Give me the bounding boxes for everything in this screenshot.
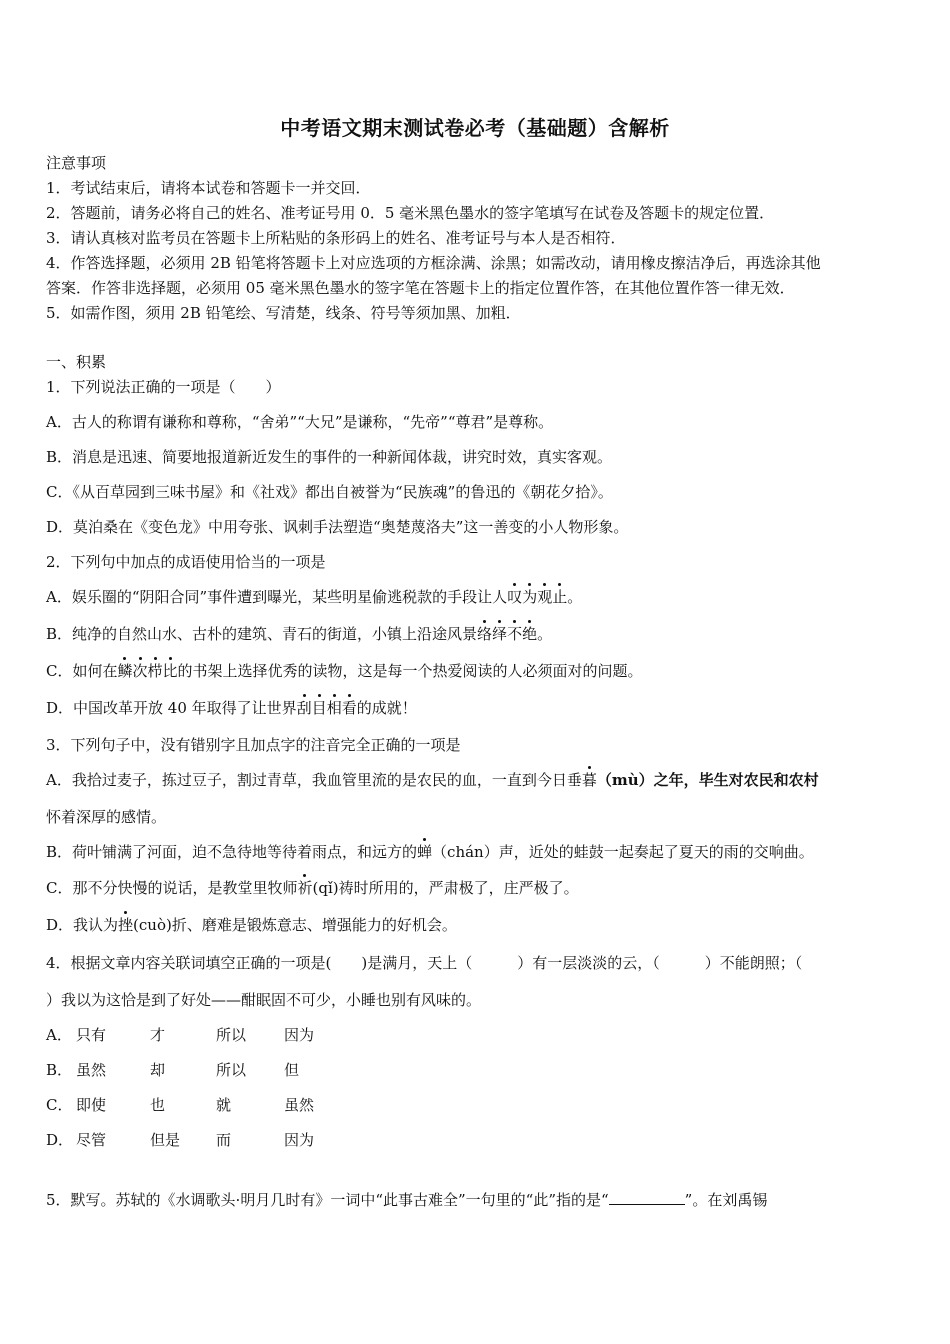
notice-item: 5．如需作图，须用 2B 铅笔绘、写清楚，线条、符号等须加黑、加粗． — [46, 304, 521, 322]
question-2-stem: 2．下列句中加点的成语使用恰当的一项是 — [46, 553, 326, 571]
question-1-option-d: D．莫泊桑在《变色龙》中用夸张、讽刺手法塑造“奥楚蔑洛夫”这一善变的小人物形象。 — [46, 518, 629, 536]
dotted-char: 比 — [162, 662, 178, 680]
question-text: ”。在刘禹锡 — [684, 1191, 768, 1209]
dotted-char: 不 — [507, 625, 523, 643]
option-text: B．纯净的自然山水、古朴的建筑、青石的街道，小镇上沿途风景 — [46, 625, 478, 643]
option-word: 虽然 — [284, 1096, 315, 1114]
dotted-char: 刮 — [296, 699, 312, 717]
option-text: D．我认为 — [46, 916, 119, 934]
question-1-option-c: C．《从百草园到三味书屋》和《社戏》都出自被誉为“民族魂”的鲁迅的《朝花夕拾》。 — [46, 483, 613, 501]
option-text: A．我拾过麦子，拣过豆子，割过青草，我血管里流的是农民的血，一直到今日垂 — [46, 771, 582, 789]
notice-item: 4．作答选择题，必须用 2B 铅笔将答题卡上对应选项的方框涂满、涂黑；如需改动，请用橡皮擦洁净后，再选涂其他 — [46, 254, 821, 272]
question-5 — [46, 1190, 916, 1210]
question-2-option-a — [46, 587, 916, 607]
question-3-option-a-cont: 怀着深厚的感情。 — [46, 808, 167, 826]
option-text: 的书架上选择优秀的读物，这是每一个热爱阅读的人必须面对的问题。 — [177, 662, 643, 680]
option-word: 虽然 — [76, 1061, 107, 1079]
option-word: 即使 — [76, 1096, 107, 1114]
question-4-stem-cont: ）我以为这恰是到了好处——酣眠固不可少，小睡也别有风味的。 — [46, 991, 482, 1009]
question-1-stem: 1．下列说法正确的一项是（ ） — [46, 378, 281, 396]
option-word: 而 — [216, 1131, 232, 1149]
question-2-option-d — [46, 698, 916, 718]
option-letter: B． — [46, 1061, 73, 1079]
notice-item: 2．答题前，请务必将自己的姓名、准考证号用 0．5 毫米黑色墨水的签字笔填写在试卷及答题卡的规定位置． — [46, 204, 775, 222]
option-word: 因为 — [284, 1131, 315, 1149]
option-text: （chán）声，近处的蛙鼓一起奏起了夏天的雨的交响曲。 — [432, 843, 814, 861]
question-2-option-c — [46, 661, 916, 681]
option-text: C．那不分快慢的说话，是教堂里牧师 — [46, 879, 298, 897]
option-word: 只有 — [76, 1026, 107, 1044]
dotted-char: 栉 — [147, 662, 163, 680]
dotted-char: 次 — [132, 662, 148, 680]
question-3-stem: 3．下列句子中，没有错别字且加点字的注音完全正确的一项是 — [46, 736, 461, 754]
option-word: 但 — [284, 1061, 300, 1079]
option-text: 。 — [537, 625, 553, 643]
option-word: 因为 — [284, 1026, 315, 1044]
notice-item: 1．考试结束后，请将本试卷和答题卡一并交回． — [46, 179, 371, 197]
option-text: 的成就！ — [356, 699, 417, 717]
dotted-char: 叹 — [507, 588, 523, 606]
question-4-stem: 4．根据文章内容关联词填空正确的一项是( )是满月，天上（ ）有一层淡淡的云，（ ）不能朗照；（ — [46, 954, 803, 972]
dotted-char: 络 — [477, 625, 493, 643]
notice-heading: 注意事项 — [46, 154, 107, 172]
option-letter: A． — [46, 1026, 72, 1044]
option-word: 所以 — [216, 1061, 247, 1079]
option-word: 就 — [216, 1096, 232, 1114]
question-3-option-b — [46, 842, 916, 862]
option-text: (qǐ)祷时所用的，严肃极了，庄严极了。 — [312, 879, 579, 897]
answer-blank[interactable] — [609, 1190, 685, 1205]
dotted-char: 祈 — [297, 879, 313, 897]
question-text: 5．默写。苏轼的《水调歌头·明月几时有》一词中“此事古难全”一句里的“此”指的是“ — [46, 1191, 609, 1209]
dotted-char: 目 — [311, 699, 327, 717]
page-title: 中考语文期末测试卷必考（基础题）含解析 — [280, 116, 670, 140]
question-3-option-d — [46, 915, 916, 935]
option-text: B．荷叶铺满了河面，迫不急待地等待着雨点，和远方的 — [46, 843, 418, 861]
option-word: 但是 — [150, 1131, 181, 1149]
dotted-char: 蝉 — [417, 843, 433, 861]
option-text: A．娱乐圈的“阴阳合同”事件遭到曝光，某些明星偷逃税款的手段让人 — [46, 588, 508, 606]
dotted-char: 挫 — [118, 916, 134, 934]
option-text: 。 — [567, 588, 583, 606]
option-word: 也 — [150, 1096, 166, 1114]
dotted-char: 绝 — [522, 625, 538, 643]
option-text: (cuò)折、磨难是锻炼意志、增强能力的好机会。 — [133, 916, 457, 934]
dotted-char: 观 — [537, 588, 553, 606]
dotted-char: 止 — [552, 588, 568, 606]
question-3-option-c — [46, 878, 916, 898]
option-letter: D． — [46, 1131, 74, 1149]
option-word: 才 — [150, 1026, 166, 1044]
dotted-char: 暮 — [581, 771, 597, 789]
question-1-option-b: B．消息是迅速、简要地报道新近发生的事件的一种新闻体裁，讲究时效，真实客观。 — [46, 448, 613, 466]
question-2-option-b — [46, 624, 916, 644]
option-word: 却 — [150, 1061, 166, 1079]
question-1-option-a: A．古人的称谓有谦称和尊称，“舍弟”“大兄”是谦称，“先帝”“尊君”是尊称。 — [46, 413, 554, 431]
notice-item: 答案．作答非选择题，必须用 05 毫米黑色墨水的签字笔在答题卡上的指定位置作答，在其他位置作答一律无效． — [46, 279, 795, 297]
option-text: D．中国改革开放 40 年取得了让世界 — [46, 699, 297, 717]
option-word: 尽管 — [76, 1131, 107, 1149]
dotted-char: 鳞 — [117, 662, 133, 680]
question-3-option-a — [46, 770, 916, 790]
section-heading: 一、积累 — [46, 353, 107, 371]
dotted-char: 看 — [341, 699, 357, 717]
option-text: （mù）之年，毕生对农民和农村 — [596, 771, 819, 789]
dotted-char: 相 — [326, 699, 342, 717]
option-word: 所以 — [216, 1026, 247, 1044]
notice-item: 3．请认真核对监考员在答题卡上所粘贴的条形码上的姓名、准考证号与本人是否相符． — [46, 229, 626, 247]
dotted-char: 绎 — [492, 625, 508, 643]
option-letter: C． — [46, 1096, 73, 1114]
option-text: C．如何在 — [46, 662, 118, 680]
dotted-char: 为 — [522, 588, 538, 606]
